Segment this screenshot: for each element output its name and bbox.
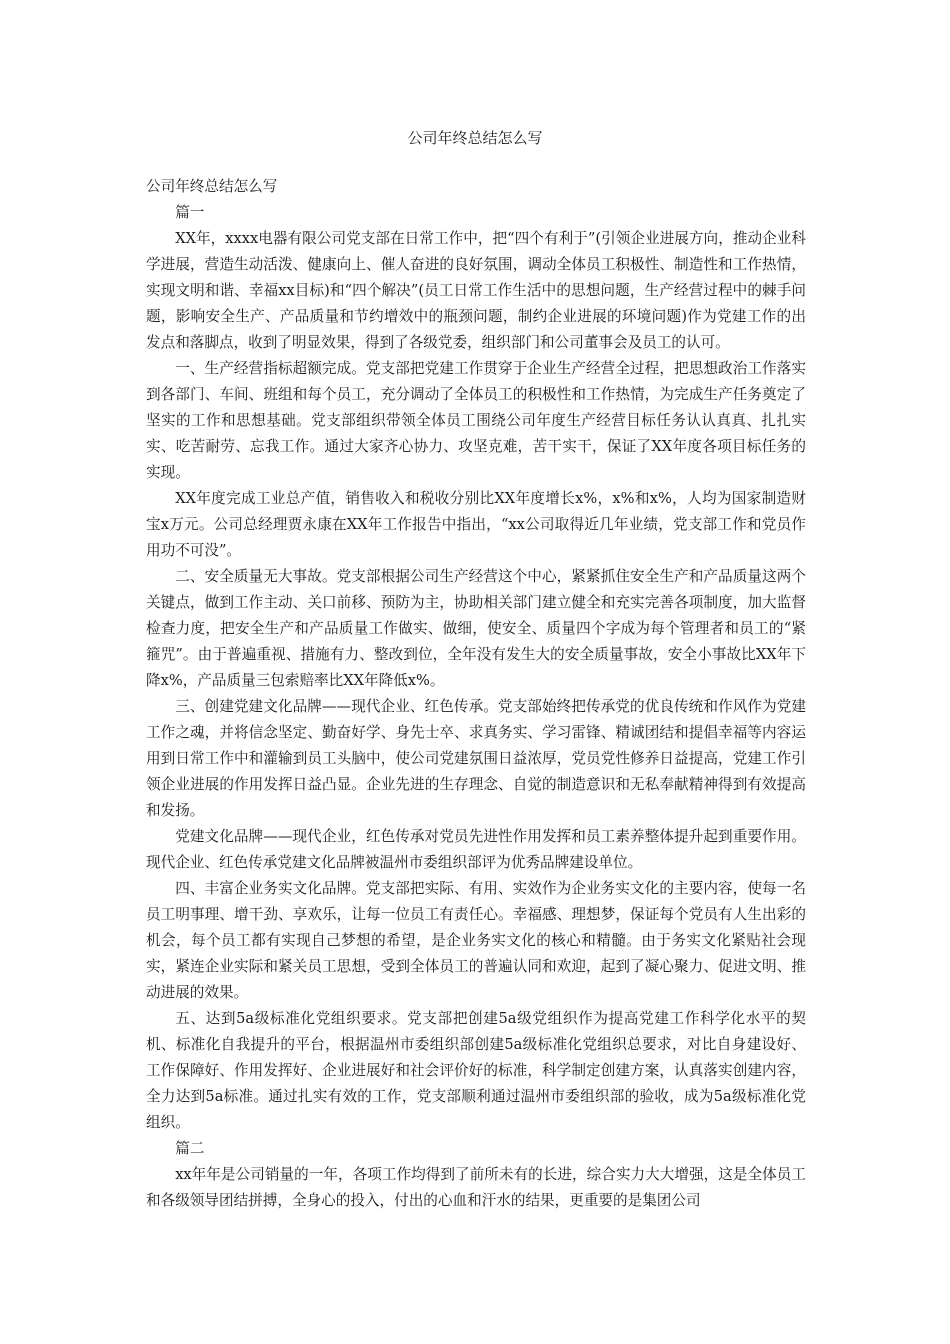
paragraph-intro: XX年，xxxx电器有限公司党支部在日常工作中，把“四个有利于”(引领企业进展方向，推动企业科学进展，营造生动活泼、健康向上、催人奋进的良好氛围，调动全体员工积极性、制造性和工作热情，实现文明和谐、幸福xx目标)和“四个解决”(员工日常工作生活中的思想问题，生产经营过程中的棘手问题，影响安全生产、产品质量和节约增效中的瓶颈问题，制约企业进展的环境问题)作为党建工作的出发点和落脚点，收到了明显效果，得到了各级党委，组织部门和公司董事会及员工的认可。	[146, 230, 806, 351]
paragraph-safety-quality: 二、安全质量无大事故。党支部根据公司生产经营这个中心，紧紧抓住安全生产和产品质量这两个关键点，做到工作主动、关口前移、预防为主，协助相关部门建立健全和充实完善各项制度，加大监督检查力度，把安全生产和产品质量工作做实、做细，使安全、质量四个字成为每个管理者和员工的“紧箍咒”。由于普遍重视、措施有力、整改到位，全年没有发生大的安全质量事故，安全小事故比XX年下降x%，产品质量三包索赔率比XX年降低x%。	[146, 568, 806, 689]
document-body	[146, 174, 806, 1214]
paragraph-production: 一、生产经营指标超额完成。党支部把党建工作贯穿于企业生产经营全过程，把思想政治工作落实到各部门、车间、班组和每个员工，充分调动了全体员工的积极性和工作热情，为完成生产任务奠定了坚实的工作和思想基础。党支部组织带领全体员工围绕公司年度生产经营目标任务认认真真、扎扎实实、吃苦耐劳、忘我工作。通过大家齐心协力、攻坚克难，苦干实干，保证了XX年度各项目标任务的实现。	[146, 360, 806, 481]
paragraph-sales-year: xx年年是公司销量的一年，各项工作均得到了前所未有的长进，综合实力大大增强，这是全体员工和各级领导团结拼搏，全身心的投入，付出的心血和汗水的结果，更重要的是集团公司	[146, 1166, 806, 1209]
document-title: 公司年终总结怎么写	[407, 129, 543, 147]
paragraph-5a-standard: 五、达到5a级标准化党组织要求。党支部把创建5a级党组织作为提高党建工作科学化水平的契机、标准化自我提升的平台，根据温州市委组织部创建5a级标准化党组织总要求，对比自身建设好、工作保障好、作用发挥好、企业进展好和社会评价好的标准，科学制定创建方案，认真落实创建内容，全力达到5a标准。通过扎实有效的工作，党支部顺利通过温州市委组织部的验收，成为5a级标准化党组织。	[146, 1010, 806, 1131]
paragraph-output-figures: XX年度完成工业总产值，销售收入和税收分别比XX年度增长x%，x%和x%，人均为国家制造财宝x万元。公司总经理贾永康在XX年工作报告中指出，“xx公司取得近几年业绩，党支部工作和党员作用功不可没”。	[146, 490, 806, 559]
document-subtitle: 公司年终总结怎么写	[146, 178, 278, 195]
paragraph-pragmatic-culture: 四、丰富企业务实文化品牌。党支部把实际、有用、实效作为企业务实文化的主要内容，使每一名员工明事理、增干劲、享欢乐，让每一位员工有责任心。幸福感、理想梦，保证每个党员有人生出彩的机会，每个员工都有实现自己梦想的希望，是企业务实文化的核心和精髓。由于务实文化紧贴社会现实，紧连企业实际和紧关员工思想，受到全体员工的普遍认同和欢迎，起到了凝心聚力、促进文明、推动进展的效果。	[146, 880, 806, 1001]
section-label-1: 篇一	[175, 204, 205, 221]
paragraph-brand: 党建文化品牌——现代企业，红色传承对党员先进性作用发挥和员工素养整体提升起到重要作用。现代企业、红色传承党建文化品牌被温州市委组织部评为优秀品牌建设单位。	[146, 828, 806, 871]
paragraph-party-culture: 三、创建党建文化品牌——现代企业、红色传承。党支部始终把传承党的优良传统和作风作为党建工作之魂，并将信念坚定、勤奋好学、身先士卒、求真务实、学习雷锋、精诚团结和提倡幸福等内容运用到日常工作中和灌输到员工头脑中，使公司党建氛围日益浓厚，党员党性修养日益提高，党建工作引领企业进展的作用发挥日益凸显。企业先进的生存理念、自觉的制造意识和无私奉献精神得到有效提高和发扬。	[146, 698, 806, 819]
section-label-2: 篇二	[175, 1140, 205, 1157]
